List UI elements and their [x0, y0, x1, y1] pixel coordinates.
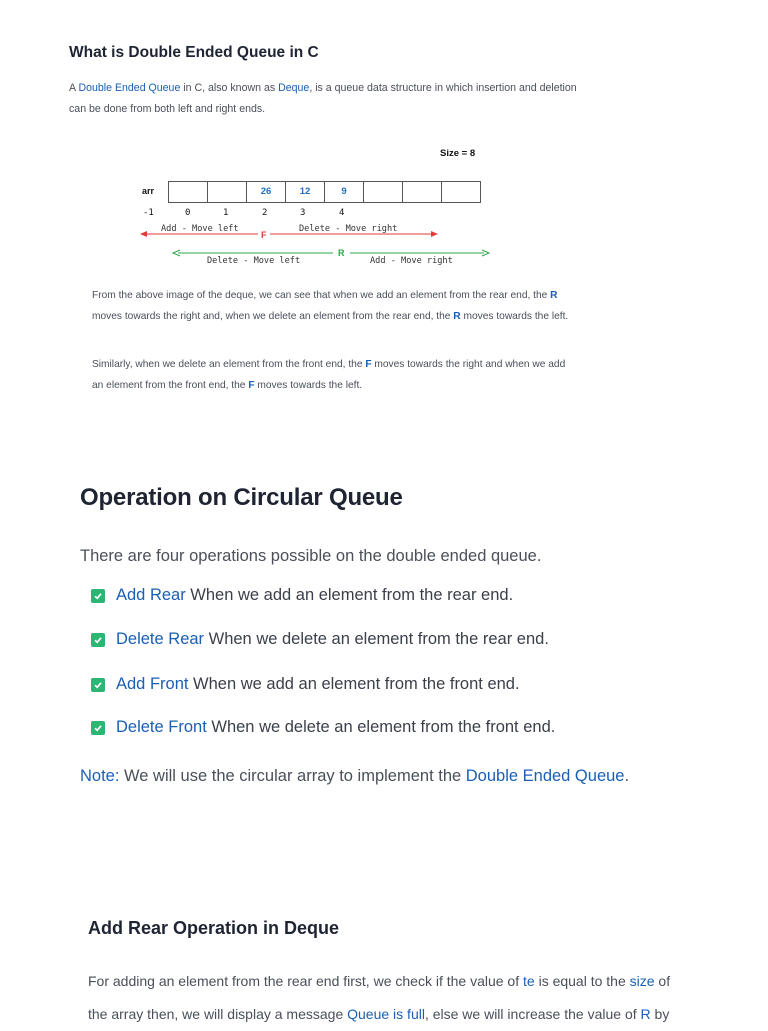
- deque-pointer-diagram: [0, 220, 768, 270]
- front-right-arrowhead: [431, 231, 438, 237]
- rear-right-caption: Add - Move right: [370, 256, 453, 266]
- text-span: moves towards the left.: [254, 379, 363, 391]
- operation-desc: When we add an element from the rear end.: [185, 586, 514, 604]
- rear-marker: R: [338, 248, 345, 258]
- text-span: moves towards the left.: [460, 310, 569, 322]
- deque-intro-paragraph: [69, 78, 589, 120]
- text-span: For adding an element from the rear end first, we check if the value of: [88, 973, 523, 989]
- text-span: , else we will increase the value of: [424, 1006, 641, 1022]
- operations-intro: There are four operations possible on the double ended queue.: [80, 547, 542, 565]
- array-cell: 9: [325, 182, 364, 202]
- text-span: moves towards the right and, when we delete an element from the rear end, the: [92, 310, 454, 322]
- text-span: moves towards the right and when we add an element from the front end, the: [92, 359, 566, 391]
- check-icon: [91, 721, 105, 735]
- array-cell: [403, 182, 442, 202]
- front-left-caption: Add - Move left: [161, 224, 239, 234]
- text-span: .: [624, 767, 630, 785]
- section-title-operations: Operation on Circular Queue: [80, 484, 403, 511]
- array-label: arr: [142, 186, 155, 196]
- rear-left-caption: Delete - Move left: [207, 256, 301, 266]
- text-span: From the above image of the deque, we can see that when we add an element from the rear end, the: [92, 290, 551, 301]
- front-pointer-ref: F: [365, 359, 372, 370]
- code-ref: Queue is full: [347, 1006, 425, 1022]
- array-cell: [442, 182, 481, 202]
- array-index: 3: [300, 208, 306, 218]
- front-marker: F: [261, 230, 267, 240]
- operation-item: [91, 718, 555, 737]
- operation-item: [91, 630, 549, 649]
- array-cell: [208, 182, 247, 202]
- array-cell: [364, 182, 403, 202]
- operation-desc: When we delete an element from the front end.: [206, 718, 556, 736]
- array-index: 1: [223, 208, 229, 218]
- operation-item: [91, 586, 513, 605]
- double-ended-queue-link[interactable]: Double Ended Queue: [465, 767, 625, 785]
- double-ended-queue-link[interactable]: Double Ended Queue: [78, 82, 181, 94]
- array-index: 2: [262, 208, 268, 218]
- code-ref: size: [629, 973, 655, 989]
- size-label: Size = 8: [440, 148, 476, 159]
- check-icon: [91, 678, 105, 692]
- deque-link[interactable]: Deque: [278, 82, 310, 94]
- array-cell: 12: [286, 182, 325, 202]
- note-paragraph: [80, 767, 629, 786]
- array-index: -1: [143, 208, 154, 218]
- code-ref: R: [640, 1006, 651, 1022]
- operation-item: [91, 675, 520, 694]
- array-cell: 26: [247, 182, 286, 202]
- operation-name: Delete Rear: [116, 630, 205, 648]
- section-title-deque: What is Double Ended Queue in C: [69, 44, 319, 61]
- text-span: in C, also known as: [180, 82, 279, 94]
- text-span: of the array then, we will display a message: [88, 973, 671, 1022]
- front-pointer-ref: F: [248, 379, 255, 391]
- array-cell: [169, 182, 208, 202]
- text-span: Similarly, when we delete an element from the front end, the: [92, 359, 366, 370]
- operation-name: Add Front: [116, 675, 189, 693]
- rear-pointer-ref: R: [550, 290, 558, 301]
- rear-explanation-paragraph: [92, 286, 572, 327]
- array-cells: [168, 181, 481, 203]
- rear-pointer-ref: R: [453, 310, 461, 322]
- note-label: Note:: [80, 767, 120, 785]
- check-icon: [91, 589, 105, 603]
- operation-name: Delete Front: [116, 718, 207, 736]
- front-left-arrowhead: [140, 231, 147, 237]
- operation-desc: When we add an element from the front end.: [188, 675, 520, 693]
- front-explanation-paragraph: [92, 355, 572, 396]
- array-index: 0: [185, 208, 191, 218]
- add-rear-paragraph: [88, 965, 688, 1031]
- array-index: 4: [339, 208, 345, 218]
- operation-desc: When we delete an element from the rear end.: [204, 630, 549, 648]
- front-right-caption: Delete - Move right: [299, 224, 398, 234]
- check-icon: [91, 633, 105, 647]
- text-span: , is a queue data structure in which insertion and deletion can be done from both left and right ends.: [69, 82, 577, 115]
- operation-name: Add Rear: [116, 586, 186, 604]
- text-span: A: [69, 82, 79, 94]
- section-title-add-rear: Add Rear Operation in Deque: [88, 918, 340, 938]
- text-span: We will use the circular array to implement the: [119, 767, 466, 785]
- text-span: by: [650, 1006, 670, 1022]
- text-span: is equal to the: [534, 973, 630, 989]
- code-ref: te: [523, 973, 535, 989]
